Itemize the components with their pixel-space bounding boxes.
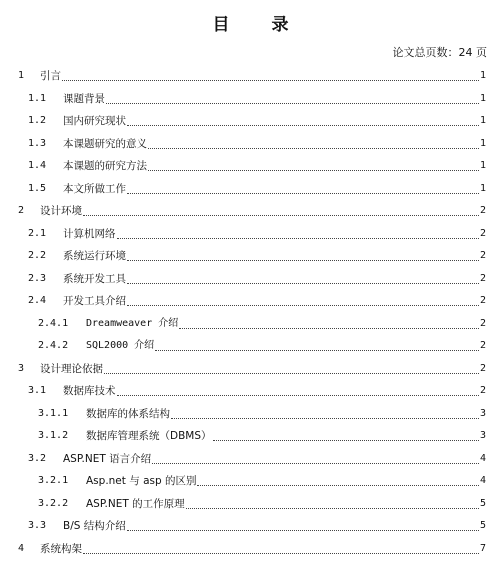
toc-entry-number: 2.2 <box>28 250 47 261</box>
toc-entry-label: ASP.NET 的工作原理 <box>86 497 185 510</box>
toc-entry-page: 2 <box>479 385 486 396</box>
dot-leader <box>148 159 479 171</box>
toc-entry-number: 2.3 <box>28 272 47 284</box>
dot-leader <box>127 519 479 531</box>
toc-entry-page: 1 <box>479 115 486 126</box>
toc-entry-label: 引言 <box>40 70 61 82</box>
toc-entry[interactable] <box>0 200 501 223</box>
dot-leader <box>179 317 479 329</box>
toc-entry-number: 2.1 <box>28 227 47 239</box>
toc-entry[interactable] <box>0 380 501 403</box>
toc-entry-page: 2 <box>479 340 486 351</box>
toc-entry-page: 2 <box>479 272 486 284</box>
dot-leader <box>197 474 479 486</box>
dot-leader <box>106 92 479 104</box>
dot-leader <box>104 362 479 374</box>
toc-entry-page: 4 <box>479 475 486 486</box>
toc-entry-number: 4 <box>18 542 25 554</box>
toc-entry-number: 3 <box>18 362 25 374</box>
toc-entry-number: 3.2 <box>28 452 47 464</box>
toc-entry-page: 2 <box>479 295 486 306</box>
toc-entry-number: 1.3 <box>28 137 47 149</box>
toc-entry-page: 1 <box>479 137 486 149</box>
toc-entry[interactable] <box>0 88 501 111</box>
dot-leader <box>127 294 479 306</box>
dot-leader <box>83 204 479 216</box>
toc-entry-label: 数据库管理系统（DBMS） <box>86 430 212 442</box>
toc-entry-label: 数据库的体系结构 <box>86 407 170 420</box>
toc-entry[interactable] <box>0 538 501 561</box>
toc-entry-label: 数据库技术 <box>63 385 116 397</box>
dot-leader <box>148 137 479 149</box>
toc-entry-label: 国内研究现状 <box>63 115 126 127</box>
toc-entry-page: 2 <box>479 317 486 329</box>
toc-entry-label: ASP.NET 语言介绍 <box>63 452 152 465</box>
toc-entry[interactable] <box>0 358 501 381</box>
toc-entry-number: 3.1.1 <box>38 407 69 419</box>
toc-entry[interactable] <box>0 110 501 133</box>
toc-entry-label: 课题背景 <box>63 92 105 105</box>
toc-entry[interactable] <box>0 470 501 493</box>
dot-leader <box>186 497 479 509</box>
toc-entry-number: 3.1.2 <box>38 430 69 441</box>
toc-entry-page: 3 <box>479 430 486 441</box>
toc-entry[interactable] <box>0 223 501 246</box>
toc-entry-page: 1 <box>479 160 486 171</box>
table-of-contents <box>0 65 501 560</box>
toc-entry-page: 2 <box>479 362 486 374</box>
toc-entry[interactable] <box>0 178 501 201</box>
dot-leader <box>117 384 480 396</box>
dot-leader <box>117 227 480 239</box>
toc-entry-number: 1.5 <box>28 182 47 194</box>
toc-entry-number: 3.2.2 <box>38 497 69 509</box>
toc-entry-number: 1.4 <box>28 160 47 171</box>
toc-entry-label: 系统运行环境 <box>63 250 126 262</box>
toc-entry-page: 2 <box>479 205 486 216</box>
dot-leader <box>127 114 479 126</box>
toc-entry-number: 1.1 <box>28 92 47 104</box>
toc-entry-label: 开发工具介绍 <box>63 295 126 307</box>
toc-entry-number: 2.4.1 <box>38 317 69 329</box>
dot-leader <box>127 249 479 261</box>
toc-entry-page: 5 <box>479 497 486 509</box>
toc-entry-number: 3.2.1 <box>38 475 69 486</box>
toc-entry[interactable] <box>0 425 501 448</box>
page-title: 目 录 <box>212 15 307 35</box>
toc-entry-page: 2 <box>479 227 486 239</box>
toc-entry-page: 7 <box>479 542 486 554</box>
dot-leader <box>171 407 479 419</box>
toc-entry-number: 1 <box>18 70 25 81</box>
dot-leader <box>127 182 479 194</box>
toc-entry-label: Asp.net 与 asp 的区别 <box>86 475 197 487</box>
toc-entry-label: 计算机网络 <box>63 227 116 240</box>
toc-entry[interactable] <box>0 515 501 538</box>
dot-leader <box>62 69 479 81</box>
toc-entry-page: 1 <box>479 182 486 194</box>
page-count-label: 论文总页数：24 页 <box>392 46 487 59</box>
toc-entry-number: 3.3 <box>28 520 47 531</box>
toc-entry-label: SQL2000 介绍 <box>86 340 155 351</box>
toc-entry-label: 设计环境 <box>40 205 82 217</box>
toc-entry-page: 2 <box>479 250 486 261</box>
toc-entry[interactable] <box>0 133 501 156</box>
toc-entry[interactable] <box>0 448 501 471</box>
toc-entry[interactable] <box>0 268 501 291</box>
toc-entry[interactable] <box>0 245 501 268</box>
dot-leader <box>152 452 479 464</box>
toc-entry-number: 1.2 <box>28 115 47 126</box>
toc-entry[interactable] <box>0 335 501 358</box>
toc-entry-page: 1 <box>479 70 486 81</box>
toc-entry-label: 系统构架 <box>40 542 82 555</box>
toc-entry[interactable] <box>0 493 501 516</box>
toc-entry-page: 3 <box>479 407 486 419</box>
toc-entry-number: 3.1 <box>28 385 47 396</box>
dot-leader <box>83 542 479 554</box>
toc-entry-label: Dreamweaver 介绍 <box>86 317 179 329</box>
toc-entry-label: B/S 结构介绍 <box>63 520 126 532</box>
toc-entry-page: 4 <box>479 452 486 464</box>
toc-entry-label: 设计理论依据 <box>40 362 103 375</box>
toc-entry-label: 本课题研究的意义 <box>63 137 147 150</box>
toc-entry-number: 2.4 <box>28 295 47 306</box>
toc-entry-number: 2.4.2 <box>38 340 69 351</box>
toc-entry[interactable] <box>0 290 501 313</box>
toc-entry[interactable] <box>0 403 501 426</box>
toc-entry-page: 1 <box>479 92 486 104</box>
dot-leader <box>127 272 479 284</box>
toc-entry[interactable] <box>0 313 501 336</box>
toc-entry-label: 系统开发工具 <box>63 272 126 285</box>
toc-entry-number: 2 <box>18 205 25 216</box>
dot-leader <box>155 339 479 351</box>
toc-entry[interactable] <box>0 65 501 88</box>
dot-leader <box>213 429 479 441</box>
toc-entry-label: 本课题的研究方法 <box>63 160 147 172</box>
toc-entry-page: 5 <box>479 520 486 531</box>
toc-entry[interactable] <box>0 155 501 178</box>
toc-entry-label: 本文所做工作 <box>63 182 126 195</box>
